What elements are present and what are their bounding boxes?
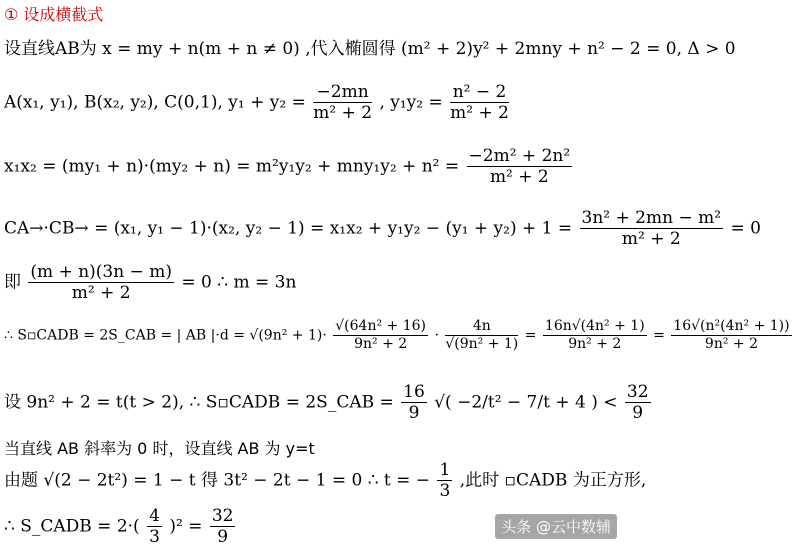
- equals-2: =: [653, 327, 665, 344]
- fraction-product-den: m² + 2: [450, 103, 509, 124]
- fraction-area-1-den: 9n² + 2: [354, 335, 408, 352]
- vieta-prefix: A(x₁, y₁), B(x₂, y₂), C(0,1), y₁ + y₂ =: [4, 92, 306, 113]
- fraction-area-3: [543, 318, 647, 353]
- fraction-area-1-num: √(64n² + 16): [335, 318, 426, 334]
- final-mid: )² =: [169, 516, 203, 537]
- dot-suffix: = 0: [730, 218, 761, 239]
- fraction-final-32-9-num: 32: [211, 506, 234, 526]
- fraction-sum: [313, 82, 372, 124]
- fraction-16-9-num: 16: [403, 382, 425, 402]
- fraction-condition: [28, 262, 174, 304]
- fraction-x1x2-den: m² + 2: [489, 167, 549, 188]
- fraction-4-3-num: 4: [149, 506, 160, 526]
- fraction-one-third: [437, 460, 452, 502]
- fraction-product: [450, 82, 509, 124]
- fraction-area-3-num: 16n√(4n² + 1): [544, 318, 645, 334]
- fraction-condition-den: m² + 2: [71, 283, 131, 304]
- fraction-final-32-9-den: 9: [217, 527, 229, 548]
- equals-1: =: [524, 327, 537, 344]
- fraction-area-3-den: 9n² + 2: [568, 335, 622, 352]
- fraction-area-1: [333, 318, 428, 353]
- fraction-4-3-den: 3: [149, 527, 160, 548]
- fraction-area-4-den: 9n² + 2: [704, 335, 758, 352]
- fraction-area-2: [445, 318, 518, 353]
- fraction-dot-num: 3n² + 2mn − m²: [581, 208, 722, 228]
- square-prefix: 由题 √(2 − 2t²) = 1 − t 得 3t² − 2t − 1 = 0 ∴ t = −: [4, 470, 431, 491]
- cond-prefix: 即: [4, 272, 21, 293]
- line-square-case: [4, 460, 646, 502]
- fraction-one-third-num: 1: [439, 460, 451, 480]
- line-substitution: 设直线AB为 x = my + n(m + n ≠ 0) ,代入椭圆得 (m² + 2)y² + 2mny + n² − 2 = 0, Δ > 0: [4, 39, 736, 59]
- fraction-16-9: [401, 382, 427, 424]
- fraction-4-3: [147, 506, 162, 548]
- fraction-16-9-den: 9: [408, 403, 420, 424]
- watermark: 头条 @云中数辅: [495, 514, 617, 539]
- fraction-dot: [580, 208, 724, 250]
- fraction-final-32-9: [210, 506, 236, 548]
- section-heading: ① 设成横截式: [4, 5, 104, 24]
- fraction-product-num: n² − 2: [450, 82, 509, 103]
- fraction-one-third-den: 3: [439, 481, 451, 502]
- line-vieta-sums: [4, 82, 511, 124]
- fraction-sum-den: m² + 2: [313, 103, 373, 124]
- dot-prefix: CA→·CB→ = (x₁, y₁ − 1)·(x₂, y₂ − 1) = x₁x₂ + y₁y₂ − (y₁ + y₂) + 1 =: [4, 218, 573, 239]
- line-dot-product: [4, 208, 761, 250]
- t-mid: √( −2/t² − 7/t + 4 ) <: [434, 392, 618, 413]
- line-slope-zero: 当直线 AB 斜率为 0 时，设直线 AB 为 y=t: [4, 439, 315, 458]
- fraction-condition-num: (m + n)(3n − m): [30, 262, 172, 282]
- line-final-area: [4, 506, 237, 548]
- t-prefix: 设 9n² + 2 = t(t > 2), ∴ S▫CADB = 2S_CAB =: [4, 392, 394, 413]
- final-prefix: ∴ S_CADB = 2·(: [4, 516, 140, 537]
- fraction-sum-num: −2mn: [313, 82, 372, 103]
- fraction-x1x2-num: −2m² + 2n²: [468, 146, 571, 166]
- fraction-area-2-den: √(9n² + 1): [445, 335, 519, 352]
- line-substitution-t: [4, 382, 653, 424]
- fraction-area-4-num: 16√(n²(4n² + 1)): [673, 318, 790, 334]
- square-suffix: ,此时 ▫CADB 为正方形,: [459, 470, 647, 491]
- line-condition: [4, 262, 296, 304]
- line-x1x2: [4, 146, 574, 188]
- line-area: [4, 318, 794, 353]
- fraction-area-2-num: 4n: [445, 318, 518, 336]
- x1x2-prefix: x₁x₂ = (my₁ + n)·(my₂ + n) = m²y₁y₂ + mny₁y₂ + n² =: [4, 156, 460, 177]
- vieta-mid: , y₁y₂ =: [379, 92, 443, 113]
- fraction-32-9-num: 32: [626, 382, 649, 402]
- fraction-area-4: [671, 318, 791, 353]
- fraction-32-9-den: 9: [632, 403, 644, 424]
- cond-suffix: = 0 ∴ m = 3n: [181, 272, 297, 293]
- mult-dot: ·: [434, 327, 439, 344]
- fraction-dot-den: m² + 2: [621, 229, 681, 250]
- area-prefix: ∴ S▫CADB = 2S_CAB = | AB |·d = √(9n² + 1)·: [4, 327, 327, 344]
- fraction-32-9: [625, 382, 651, 424]
- fraction-x1x2: [467, 146, 573, 188]
